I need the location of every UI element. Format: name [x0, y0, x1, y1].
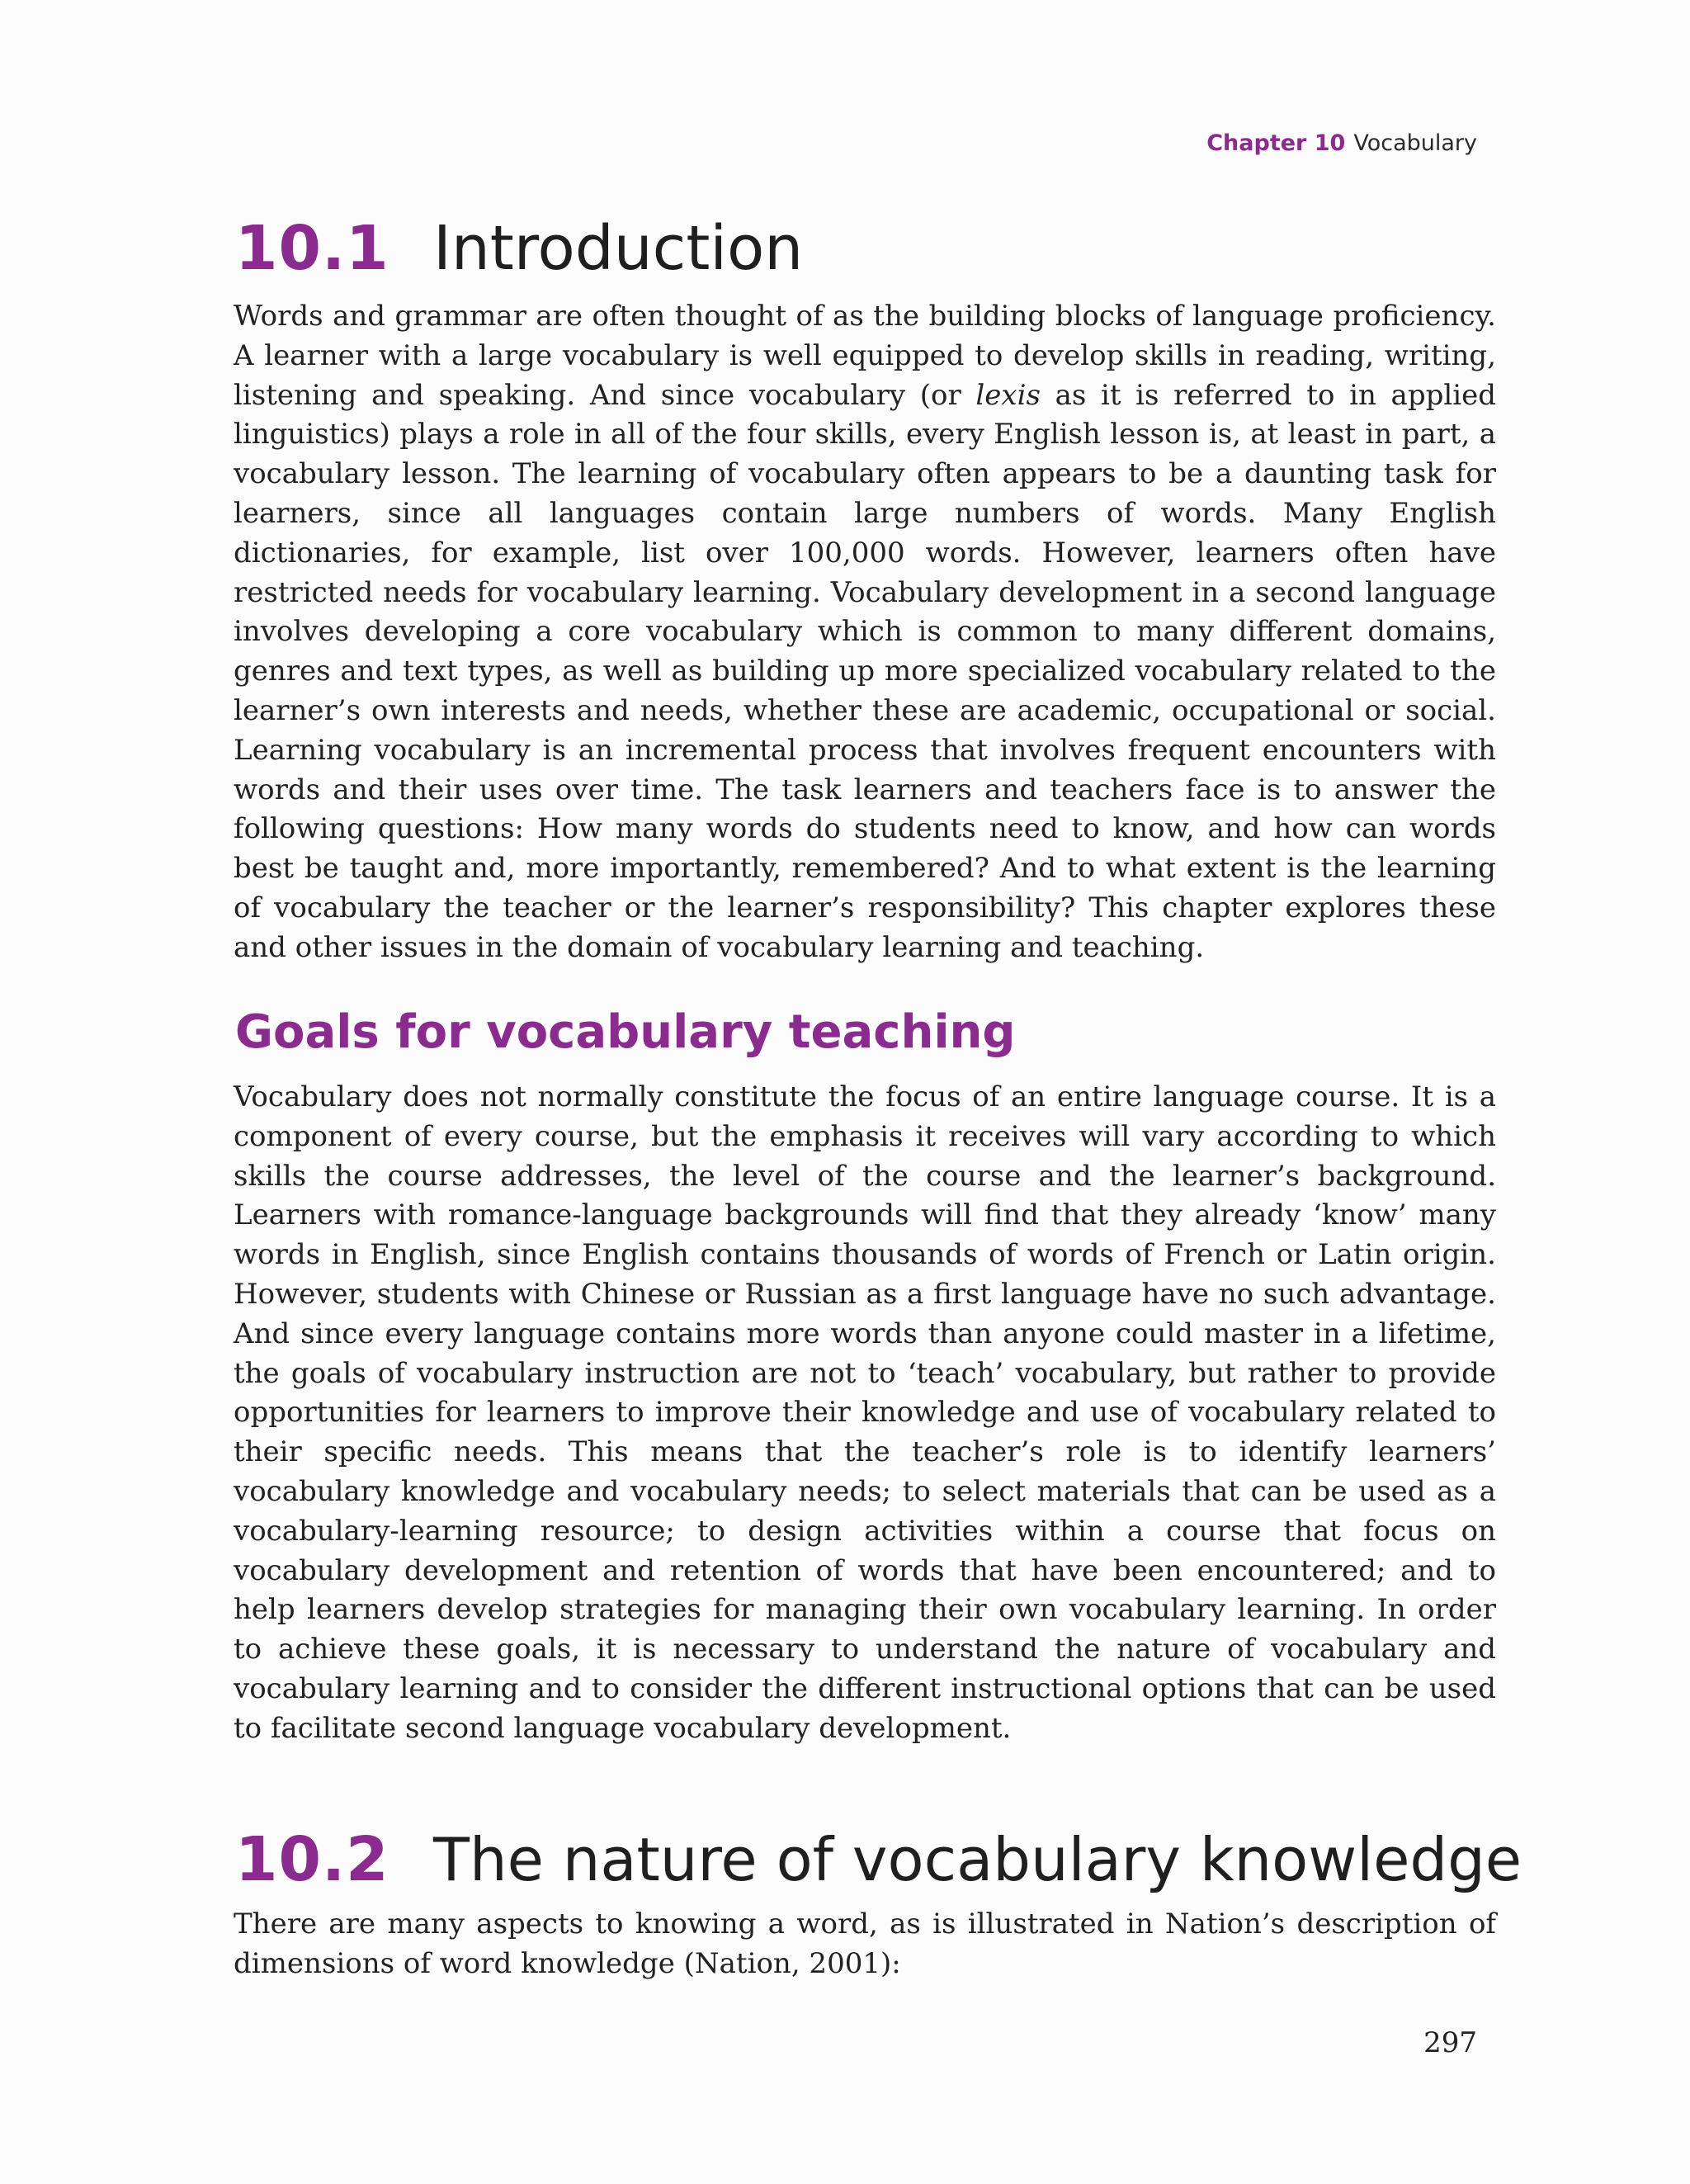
running-head-chapter: Chapter 10 — [1206, 130, 1346, 156]
introduction-text-start: Words and grammar are often thought of as the building blocks of language proficiency. A learner with a large vocabulary is well equipped to develop skills in reading, writing, listening and speaking. And since vocabulary (or — [234, 300, 1496, 412]
section-heading-introduction — [235, 213, 1498, 284]
introduction-paragraph — [234, 297, 1496, 968]
running-head — [1206, 130, 1477, 156]
section-number: 10.1 — [235, 213, 389, 284]
goals-paragraph: Vocabulary does not normally constitute the focus of an entire language course. It is a component of every course, but the emphasis it receives will vary according to which skills the course addresses, the level of the course and the learner’s background. Learners with romance-language backgrounds will find that they already ‘know’ many words in English, since English contains thousands of words of French or Latin origin. However, students with Chinese or Russian as a first language have no such advantage. And since every language contains more words than anyone could master in a lifetime, the goals of vocabulary instruction are not to ‘teach’ vocabulary, but rather to provide opportunities for learners to improve their knowledge and use of vocabulary related to their specific needs. This means that the teacher’s role is to identify learners’ vocabulary knowledge and vocabulary needs; to select materials that can be used as a vocabulary-learning resource; to design activities within a course that focus on vocabulary development and retention of words that have been encountered; and to help learners develop strategies for managing their own vocabulary learning. In order to achieve these goals, it is necessary to understand the nature of vocabulary and vocabulary learning and to consider the different instructional options that can be used to facilitate second language vocabulary development. — [234, 1080, 1496, 1745]
running-head-title: Vocabulary — [1353, 130, 1477, 156]
section-title: The nature of vocabulary knowledge — [433, 1825, 1522, 1894]
section-title: Introduction — [433, 213, 804, 284]
introduction-italic-term: lexis — [975, 378, 1041, 412]
nature-paragraph: There are many aspects to knowing a word, as is illustrated in Nation’s description of dimensions of word knowledge (Nation, 2001): — [234, 1907, 1496, 1980]
section-number: 10.2 — [235, 1824, 389, 1895]
subheading-goals: Goals for vocabulary teaching — [235, 1005, 1016, 1059]
introduction-text-end: as it is referred to in applied linguistics) plays a role in all of the four skills, every English lesson is, at least in part, a vocabulary lesson. The learning of vocabulary often appears to be a daunting task for learners, since all languages contain large numbers of words. Many English dictionaries, for example, list over 100,000 words. However, learners often have restricted needs for vocabulary learning. Vocabulary development in a second language involves developing a core vocabulary which is common to many different domains, genres and text types, as well as building up more specialized vocabulary related to the learner’s own interests and needs, whether these are academic, occupational or social. Learning vocabulary is an incremental process that involves frequent encounters with words and their uses over time. The task learners and teachers face is to answer the following questions: How many words do students need to know, and how can words best be taught and, more importantly, remembered? And to what extent is the learning of vocabulary the teacher or the learner’s responsibility? This chapter explores these and other issues in the domain of vocabulary learning and teaching. — [234, 378, 1496, 964]
section-heading-nature — [235, 1824, 1522, 1895]
page-number: 297 — [1423, 2026, 1477, 2059]
